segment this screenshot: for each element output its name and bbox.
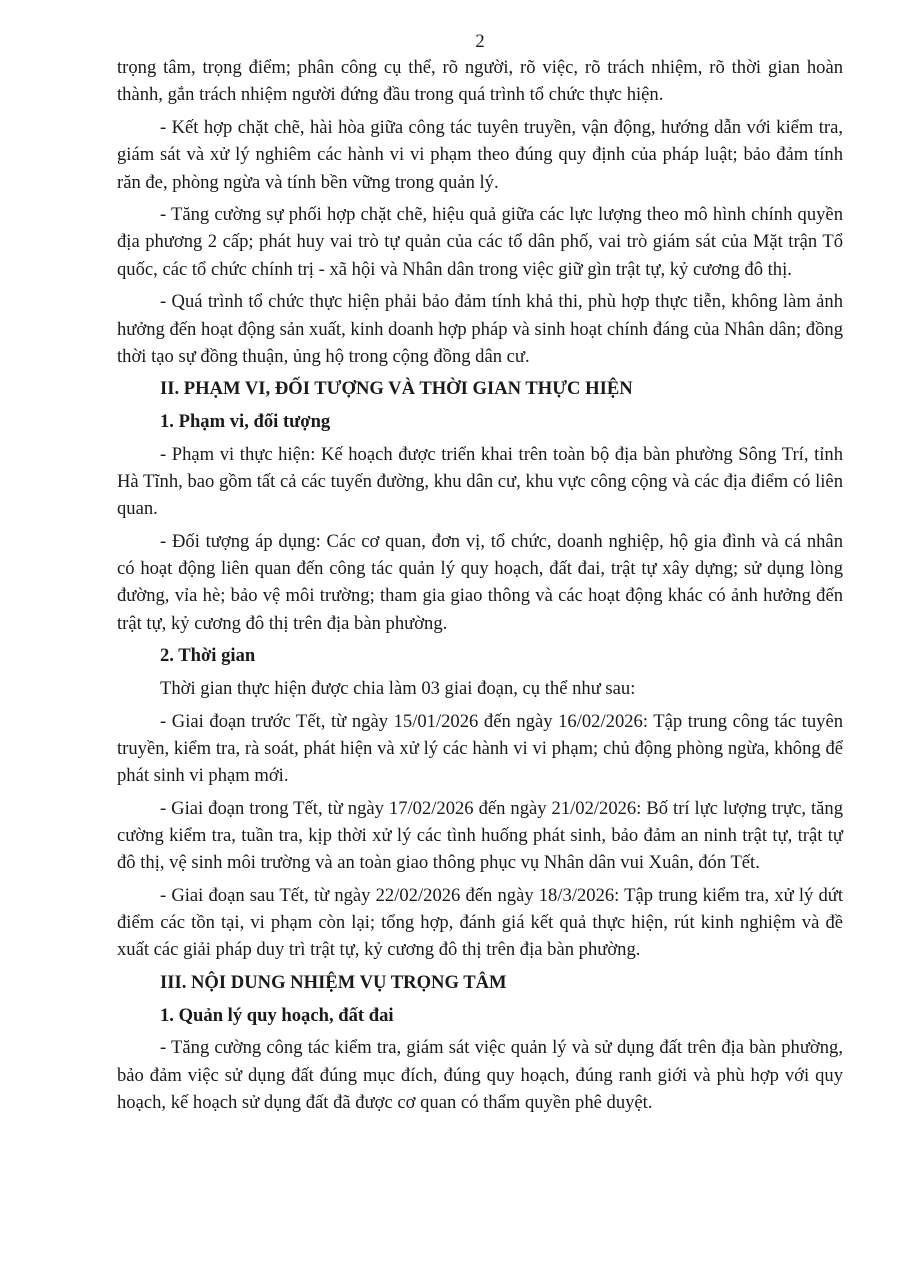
paragraph-time-intro: Thời gian thực hiện được chia làm 03 giai đoạn, cụ thể như sau:: [160, 677, 636, 699]
subsection-heading-land: 1. Quản lý quy hoạch, đất đai: [160, 1004, 394, 1026]
paragraph-phase-after-tet: - Giai đoạn sau Tết, từ ngày 22/02/2026 đến ngày 18/3/2026: Tập trung kiểm tra, xử lý dứt điểm các tồn tại, vi phạm còn lại; tổng hợp, đánh giá kết quả thực hiện, rút kinh nghiệm và đề xuất các giải pháp duy trì trật tự, kỷ cương đô thị trên địa bàn phường.: [117, 884, 843, 961]
paragraph-land-management: - Tăng cường công tác kiểm tra, giám sát việc quản lý và sử dụng đất trên địa bàn phường, bảo đảm việc sử dụng đất đúng mục đích, đúng quy hoạch, đúng ranh giới và phù hợp với quy hoạch, kế hoạch sử dụng đất đã được cơ quan có thẩm quyền phê duyệt.: [117, 1037, 843, 1113]
document-page: [117, 28, 843, 1122]
section-heading-iii: III. NỘI DUNG NHIỆM VỤ TRỌNG TÂM: [160, 972, 507, 993]
section-heading-ii: II. PHẠM VI, ĐỐI TƯỢNG VÀ THỜI GIAN THỰC HIỆN: [160, 378, 633, 400]
paragraph-coordination: - Kết hợp chặt chẽ, hài hòa giữa công tác tuyên truyền, vận động, hướng dẫn với kiểm tra, giám sát và xử lý nghiêm các hành vi vi phạm theo đúng quy định của pháp luật; bảo đảm tính răn đe, phòng ngừa và tính bền vững trong quản lý.: [117, 117, 843, 193]
paragraph-subjects: - Đối tượng áp dụng: Các cơ quan, đơn vị, tổ chức, doanh nghiệp, hộ gia đình và cá nhân có hoạt động liên quan đến công tác quản lý quy hoạch, đất đai, trật tự xây dựng; sử dụng lòng đường, vỉa hè; bảo vệ môi trường; tham gia giao thông và các hoạt động khác có ảnh hưởng đến trật tự, kỷ cương đô thị trên địa bàn phường.: [117, 530, 843, 634]
paragraph-feasibility: - Quá trình tổ chức thực hiện phải bảo đảm tính khả thi, phù hợp thực tiễn, không làm ảnh hưởng đến hoạt động sản xuất, kinh doanh hợp pháp và sinh hoạt chính đáng của Nhân dân; đồng thời tạo sự đồng thuận, ủng hộ trong cộng đồng dân cư.: [117, 291, 843, 367]
subsection-heading-scope: 1. Phạm vi, đối tượng: [160, 411, 331, 433]
subsection-heading-time: 2. Thời gian: [160, 645, 256, 667]
paragraph-scope: - Phạm vi thực hiện: Kế hoạch được triển khai trên toàn bộ địa bàn phường Sông Trí, tỉnh Hà Tĩnh, bao gồm tất cả các tuyến đường, khu dân cư, khu vực công cộng và các địa điểm có liên quan.: [117, 443, 843, 520]
page-number: 2: [475, 31, 485, 52]
paragraph-phase-during-tet: - Giai đoạn trong Tết, từ ngày 17/02/2026 đến ngày 21/02/2026: Bố trí lực lượng trực, tăng cường kiểm tra, tuần tra, kịp thời xử lý các tình huống phát sinh, bảo đảm an ninh trật tự, trật tự đô thị, vệ sinh môi trường và an toàn giao thông phục vụ Nhân dân vui Xuân, đón Tết.: [117, 797, 843, 874]
paragraph-phase-before-tet: - Giai đoạn trước Tết, từ ngày 15/01/2026 đến ngày 16/02/2026: Tập trung công tác tuyên truyền, kiểm tra, rà soát, phát hiện và xử lý các hành vi vi phạm; chủ động phòng ngừa, không để phát sinh vi phạm mới.: [117, 710, 843, 787]
paragraph-cooperation: - Tăng cường sự phối hợp chặt chẽ, hiệu quả giữa các lực lượng theo mô hình chính quyền địa phương 2 cấp; phát huy vai trò tự quản của các tổ dân phố, vai trò giám sát của Mặt trận Tổ quốc, các tổ chức chính trị - xã hội và Nhân dân trong việc giữ gìn trật tự, kỷ cương đô thị.: [117, 204, 843, 280]
paragraph-continued: trọng tâm, trọng điểm; phân công cụ thể, rõ người, rõ việc, rõ trách nhiệm, rõ thời gian hoàn thành, gắn trách nhiệm người đứng đầu trong quá trình tổ chức thực hiện.: [117, 57, 843, 106]
